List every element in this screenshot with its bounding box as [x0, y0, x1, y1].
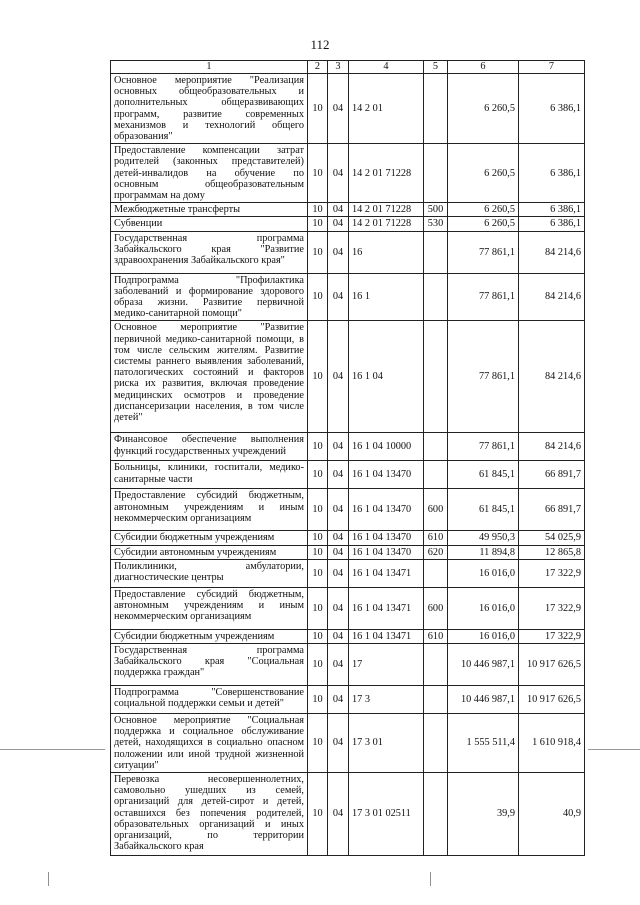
target-article-code: 16 1 04 — [349, 321, 424, 433]
table-row — [111, 231, 585, 273]
subsection-code: 04 — [328, 644, 349, 686]
scan-artifact-line — [0, 749, 105, 750]
row-name: Субсидии автономным учреждениям — [111, 545, 308, 559]
amount-year-1: 61 845,1 — [448, 489, 519, 531]
expense-type-code — [424, 144, 448, 203]
amount-year-1: 6 260,5 — [448, 74, 519, 144]
row-name: Подпрограмма "Профилактика заболеваний и формирование здорового образа жизни. Развитие первичной медико-санитарной помощи" — [111, 273, 308, 321]
column-header: 7 — [519, 61, 585, 74]
section-code: 10 — [308, 144, 328, 203]
amount-year-2: 84 214,6 — [519, 321, 585, 433]
subsection-code: 04 — [328, 273, 349, 321]
table-row — [111, 545, 585, 559]
table-header-row — [111, 61, 585, 74]
row-name: Больницы, клиники, госпитали, медико-санитарные части — [111, 461, 308, 489]
section-code: 10 — [308, 489, 328, 531]
expense-type-code — [424, 559, 448, 587]
amount-year-1: 10 446 987,1 — [448, 644, 519, 686]
row-name: Основное мероприятие "Социальная поддержка и социальное обслуживание детей, находящихся в социально опасном положении или иной трудной жизненной ситуации" — [111, 714, 308, 773]
subsection-code: 04 — [328, 231, 349, 273]
target-article-code: 16 1 04 10000 — [349, 433, 424, 461]
row-name: Основное мероприятие "Развитие первичной медико-санитарной помощи, в том числе сельским жителям. Развитие системы раннего выявления заболеваний, патологических состояний и факторов риска их развития, включая проведение медицинских осмотров и проведение диспансеризации населения, в том числе детей" — [111, 321, 308, 433]
target-article-code: 16 1 04 13470 — [349, 545, 424, 559]
section-code: 10 — [308, 644, 328, 686]
amount-year-2: 12 865,8 — [519, 545, 585, 559]
section-code: 10 — [308, 559, 328, 587]
table-row — [111, 489, 585, 531]
expense-type-code — [424, 321, 448, 433]
row-name: Государственная программа Забайкальского края "Развитие здравоохранения Забайкальского края" — [111, 231, 308, 273]
section-code: 10 — [308, 587, 328, 629]
subsection-code: 04 — [328, 217, 349, 231]
row-name: Предоставление компенсации затрат родителей (законных представителей) детей-инвалидов на обучение по основным общеобразовательным программам на дому — [111, 144, 308, 203]
row-name: Субвенции — [111, 217, 308, 231]
expense-type-code — [424, 686, 448, 714]
amount-year-2: 40,9 — [519, 773, 585, 856]
table-row — [111, 559, 585, 587]
target-article-code: 14 2 01 71228 — [349, 203, 424, 217]
expense-type-code — [424, 773, 448, 856]
section-code: 10 — [308, 773, 328, 856]
amount-year-1: 6 260,5 — [448, 217, 519, 231]
scan-artifact-mark — [430, 872, 431, 886]
table-row — [111, 587, 585, 629]
amount-year-1: 39,9 — [448, 773, 519, 856]
expense-type-code — [424, 74, 448, 144]
row-name: Предоставление субсидий бюджетным, автономным учреждениям и иным некоммерческим организациям — [111, 489, 308, 531]
section-code: 10 — [308, 531, 328, 545]
row-name: Финансовое обеспечение выполнения функций государственных учреждений — [111, 433, 308, 461]
subsection-code: 04 — [328, 714, 349, 773]
amount-year-2: 10 917 626,5 — [519, 644, 585, 686]
table-row — [111, 74, 585, 144]
target-article-code: 16 1 04 13470 — [349, 489, 424, 531]
amount-year-1: 6 260,5 — [448, 144, 519, 203]
subsection-code: 04 — [328, 686, 349, 714]
target-article-code: 17 3 — [349, 686, 424, 714]
column-header: 1 — [111, 61, 308, 74]
target-article-code: 16 1 04 13471 — [349, 559, 424, 587]
expense-type-code: 500 — [424, 203, 448, 217]
amount-year-2: 66 891,7 — [519, 489, 585, 531]
amount-year-1: 16 016,0 — [448, 587, 519, 629]
target-article-code: 14 2 01 — [349, 74, 424, 144]
row-name: Субсидии бюджетным учреждениям — [111, 531, 308, 545]
section-code: 10 — [308, 714, 328, 773]
subsection-code: 04 — [328, 321, 349, 433]
table-row — [111, 714, 585, 773]
target-article-code: 16 1 — [349, 273, 424, 321]
row-name: Предоставление субсидий бюджетным, автономным учреждениям и иным некоммерческим организациям — [111, 587, 308, 629]
amount-year-2: 17 322,9 — [519, 629, 585, 643]
target-article-code: 16 1 04 13470 — [349, 531, 424, 545]
amount-year-1: 77 861,1 — [448, 321, 519, 433]
expense-type-code — [424, 461, 448, 489]
table-row — [111, 321, 585, 433]
table-row — [111, 433, 585, 461]
amount-year-1: 1 555 511,4 — [448, 714, 519, 773]
amount-year-1: 10 446 987,1 — [448, 686, 519, 714]
amount-year-1: 16 016,0 — [448, 629, 519, 643]
amount-year-1: 77 861,1 — [448, 433, 519, 461]
table-row — [111, 686, 585, 714]
table-row — [111, 629, 585, 643]
subsection-code: 04 — [328, 629, 349, 643]
column-header: 4 — [349, 61, 424, 74]
section-code: 10 — [308, 203, 328, 217]
target-article-code: 16 1 04 13471 — [349, 629, 424, 643]
amount-year-2: 66 891,7 — [519, 461, 585, 489]
amount-year-2: 54 025,9 — [519, 531, 585, 545]
amount-year-2: 84 214,6 — [519, 433, 585, 461]
amount-year-1: 6 260,5 — [448, 203, 519, 217]
section-code: 10 — [308, 273, 328, 321]
amount-year-2: 17 322,9 — [519, 559, 585, 587]
section-code: 10 — [308, 231, 328, 273]
subsection-code: 04 — [328, 489, 349, 531]
table-row — [111, 217, 585, 231]
row-name: Основное мероприятие "Реализация основных общеобразовательных и дополнительных общеразвивающих программ, развитие современных механизмов и технологий общего образования" — [111, 74, 308, 144]
section-code: 10 — [308, 217, 328, 231]
row-name: Государственная программа Забайкальского края "Социальная поддержка граждан" — [111, 644, 308, 686]
expense-type-code: 530 — [424, 217, 448, 231]
section-code: 10 — [308, 433, 328, 461]
target-article-code: 16 — [349, 231, 424, 273]
section-code: 10 — [308, 461, 328, 489]
subsection-code: 04 — [328, 531, 349, 545]
target-article-code: 16 1 04 13471 — [349, 587, 424, 629]
subsection-code: 04 — [328, 559, 349, 587]
amount-year-2: 17 322,9 — [519, 587, 585, 629]
row-name: Субсидии бюджетным учреждениям — [111, 629, 308, 643]
table-row — [111, 273, 585, 321]
subsection-code: 04 — [328, 74, 349, 144]
scan-artifact-mark — [48, 872, 49, 886]
column-header: 2 — [308, 61, 328, 74]
row-name: Перевозка несовершеннолетних, самовольно ушедших из семей, организаций для детей-сирот и детей, оставшихся без попечения родителей, образовательных организаций и иных организаций, по территории Забайкальского края — [111, 773, 308, 856]
subsection-code: 04 — [328, 433, 349, 461]
amount-year-1: 77 861,1 — [448, 231, 519, 273]
page-number: 112 — [310, 37, 330, 52]
expense-type-code: 600 — [424, 587, 448, 629]
target-article-code: 14 2 01 71228 — [349, 217, 424, 231]
amount-year-1: 77 861,1 — [448, 273, 519, 321]
amount-year-1: 16 016,0 — [448, 559, 519, 587]
target-article-code: 17 3 01 02511 — [349, 773, 424, 856]
table-row — [111, 531, 585, 545]
expense-type-code: 610 — [424, 629, 448, 643]
table-row — [111, 644, 585, 686]
table-row — [111, 144, 585, 203]
column-header: 6 — [448, 61, 519, 74]
section-code: 10 — [308, 686, 328, 714]
amount-year-2: 10 917 626,5 — [519, 686, 585, 714]
amount-year-2: 6 386,1 — [519, 203, 585, 217]
expense-type-code — [424, 273, 448, 321]
expense-type-code — [424, 433, 448, 461]
target-article-code: 17 — [349, 644, 424, 686]
amount-year-2: 84 214,6 — [519, 273, 585, 321]
amount-year-2: 1 610 918,4 — [519, 714, 585, 773]
target-article-code: 14 2 01 71228 — [349, 144, 424, 203]
amount-year-1: 11 894,8 — [448, 545, 519, 559]
amount-year-2: 6 386,1 — [519, 74, 585, 144]
section-code: 10 — [308, 545, 328, 559]
subsection-code: 04 — [328, 461, 349, 489]
expense-type-code — [424, 231, 448, 273]
column-header: 3 — [328, 61, 349, 74]
amount-year-1: 49 950,3 — [448, 531, 519, 545]
amount-year-2: 84 214,6 — [519, 231, 585, 273]
table-row — [111, 773, 585, 856]
table-row — [111, 203, 585, 217]
amount-year-2: 6 386,1 — [519, 144, 585, 203]
subsection-code: 04 — [328, 545, 349, 559]
subsection-code: 04 — [328, 773, 349, 856]
amount-year-2: 6 386,1 — [519, 217, 585, 231]
amount-year-1: 61 845,1 — [448, 461, 519, 489]
expense-type-code — [424, 714, 448, 773]
expense-type-code: 620 — [424, 545, 448, 559]
subsection-code: 04 — [328, 144, 349, 203]
budget-table — [110, 60, 585, 856]
subsection-code: 04 — [328, 203, 349, 217]
scan-artifact-line — [588, 749, 640, 750]
section-code: 10 — [308, 321, 328, 433]
row-name: Поликлиники, амбулатории, диагностические центры — [111, 559, 308, 587]
row-name: Подпрограмма "Совершенствование социальной поддержки семьи и детей" — [111, 686, 308, 714]
column-header: 5 — [424, 61, 448, 74]
expense-type-code — [424, 644, 448, 686]
expense-type-code: 610 — [424, 531, 448, 545]
expense-type-code: 600 — [424, 489, 448, 531]
table-row — [111, 461, 585, 489]
section-code: 10 — [308, 74, 328, 144]
subsection-code: 04 — [328, 587, 349, 629]
target-article-code: 16 1 04 13470 — [349, 461, 424, 489]
target-article-code: 17 3 01 — [349, 714, 424, 773]
section-code: 10 — [308, 629, 328, 643]
row-name: Межбюджетные трансферты — [111, 203, 308, 217]
